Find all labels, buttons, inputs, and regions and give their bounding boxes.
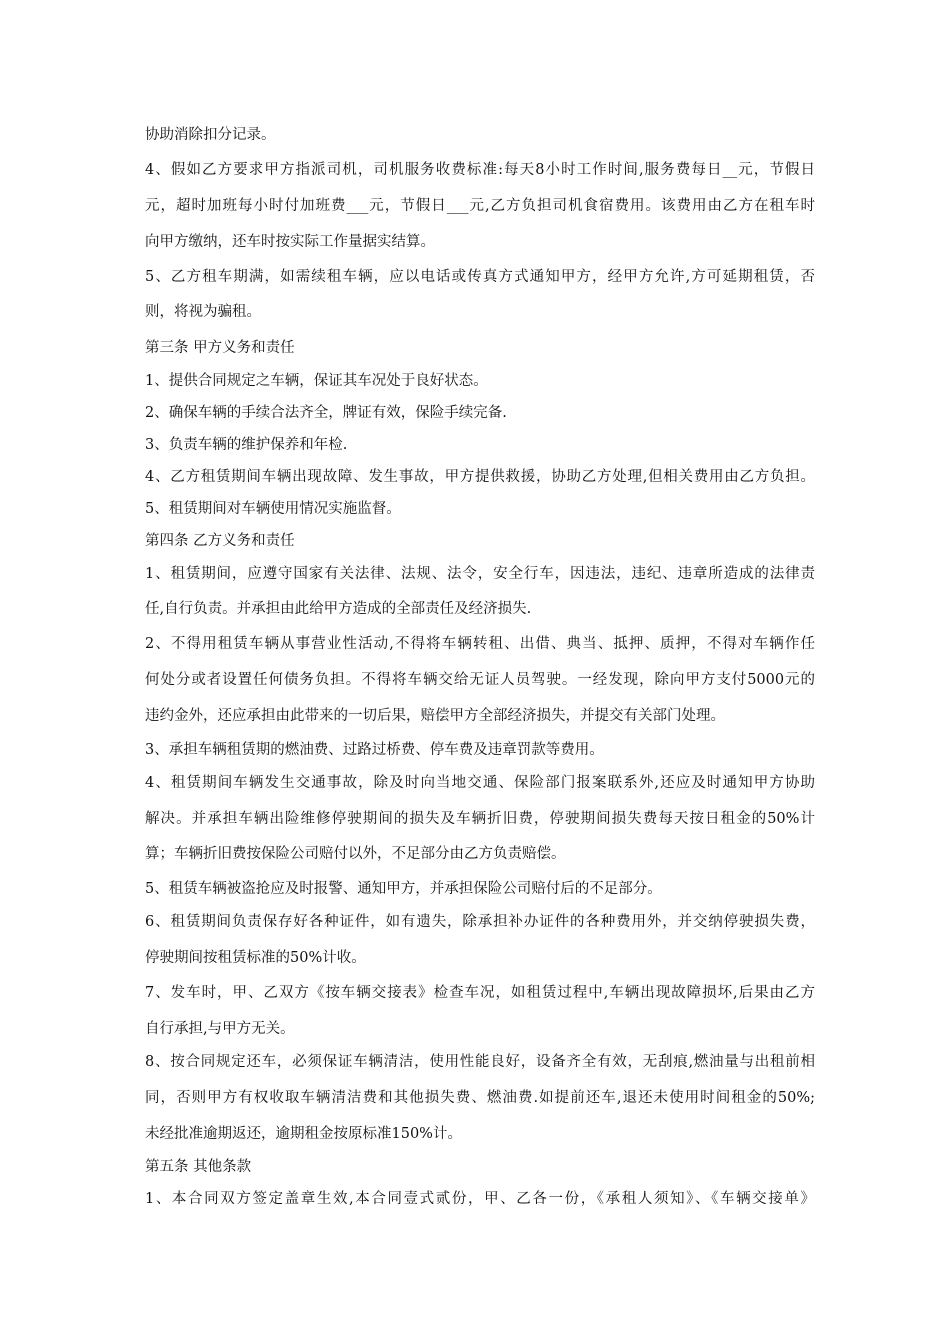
paragraph-line: 元，超时加班每小时付加班费___元，节假日___元,乙方负担司机食宿费用。该费用由乙方在租车时 [145,198,815,214]
paragraph-line: 1、租赁期间，应遵守国家有关法律、法规、法令，安全行车，因违法，违纪、违章所造成的法律责 [145,566,815,582]
paragraph-line: 何处分或者设置任何债务负担。不得将车辆交给无证人员驾驶。一经发现，除向甲方支付5000元的 [145,672,815,688]
section-heading: 第三条 甲方义务和责任 [145,340,295,356]
paragraph-line: 1、本合同双方签定盖章生效,本合同壹式贰份，甲、乙各一份，《承租人须知》、《车辆交接单》 [145,1191,815,1207]
paragraph-line: 4、假如乙方要求甲方指派司机，司机服务收费标准:每天8小时工作时间,服务费每日__元，节假日 [145,162,815,178]
paragraph-line: 5、租赁车辆被盗抢应及时报警、通知甲方，并承担保险公司赔付后的不足部分。 [145,881,662,897]
paragraph-line: 4、租赁期间车辆发生交通事故，除及时向当地交通、保险部门报案联系外,还应及时通知甲方协助 [145,775,815,791]
paragraph-line: 6、租赁期间负责保存好各种证件，如有遗失，除承担补办证件的各种费用外，并交纳停驶损失费， [145,914,815,930]
paragraph-line: 自行承担,与甲方无关。 [145,1021,295,1037]
paragraph-line: 7、发车时，甲、乙双方《按车辆交接表》检查车况，如租赁过程中,车辆出现故障损坏,后果由乙方 [145,985,815,1001]
paragraph-line: 向甲方缴纳，还车时按实际工作量据实结算。 [145,234,435,250]
paragraph-line: 3、承担车辆租赁期的燃油费、过路过桥费、停车费及违章罚款等费用。 [145,742,604,758]
section-heading: 第四条 乙方义务和责任 [145,533,295,549]
paragraph-line: 任,自行负责。并承担由此给甲方造成的全部责任及经济损失. [145,601,532,617]
section-heading: 第五条 其他条款 [145,1159,252,1175]
paragraph-line: 则，将视为骗租。 [145,304,261,320]
paragraph-line: 2、确保车辆的手续合法齐全，牌证有效，保险手续完备. [145,405,507,421]
paragraph-line: 停驶期间按租赁标准的50%计收。 [145,950,366,966]
paragraph-line: 8、按合同规定还车，必须保证车辆清洁，使用性能良好，设备齐全有效，无刮痕,燃油量与出租前相 [145,1054,815,1070]
paragraph-line: 3、负责车辆的维护保养和年检. [145,437,348,453]
paragraph-line: 5、租赁期间对车辆使用情况实施监督。 [145,501,401,517]
paragraph-line: 协助消除扣分记录。 [145,127,276,143]
paragraph-line: 1、提供合同规定之车辆，保证其车况处于良好状态。 [145,373,488,389]
paragraph-line: 解决。并承担车辆出险维修停驶期间的损失及车辆折旧费，停驶期间损失费每天按日租金的50%计 [145,811,815,827]
paragraph-line: 4、乙方租赁期间车辆出现故障、发生事故，甲方提供救援，协助乙方处理,但相关费用由乙方负担。 [145,469,815,485]
paragraph-line: 5、乙方租车期满，如需续租车辆，应以电话或传真方式通知甲方，经甲方允许,方可延期租赁，否 [145,269,815,285]
paragraph-line: 算；车辆折旧费按保险公司赔付以外，不足部分由乙方负责赔偿。 [145,846,566,862]
paragraph-line: 未经批准逾期返还，逾期租金按原标准150%计。 [145,1126,462,1142]
paragraph-line: 违约金外，还应承担由此带来的一切后果，赔偿甲方全部经济损失，并提交有关部门处理。 [145,708,725,724]
paragraph-line: 2、不得用租赁车辆从事营业性活动,不得将车辆转租、出借、典当、抵押、质押，不得对车辆作任 [145,636,815,652]
paragraph-line: 同，否则甲方有权收取车辆清洁费和其他损失费、燃油费.如提前还车,退还未使用时间租金的50%; [145,1090,815,1106]
